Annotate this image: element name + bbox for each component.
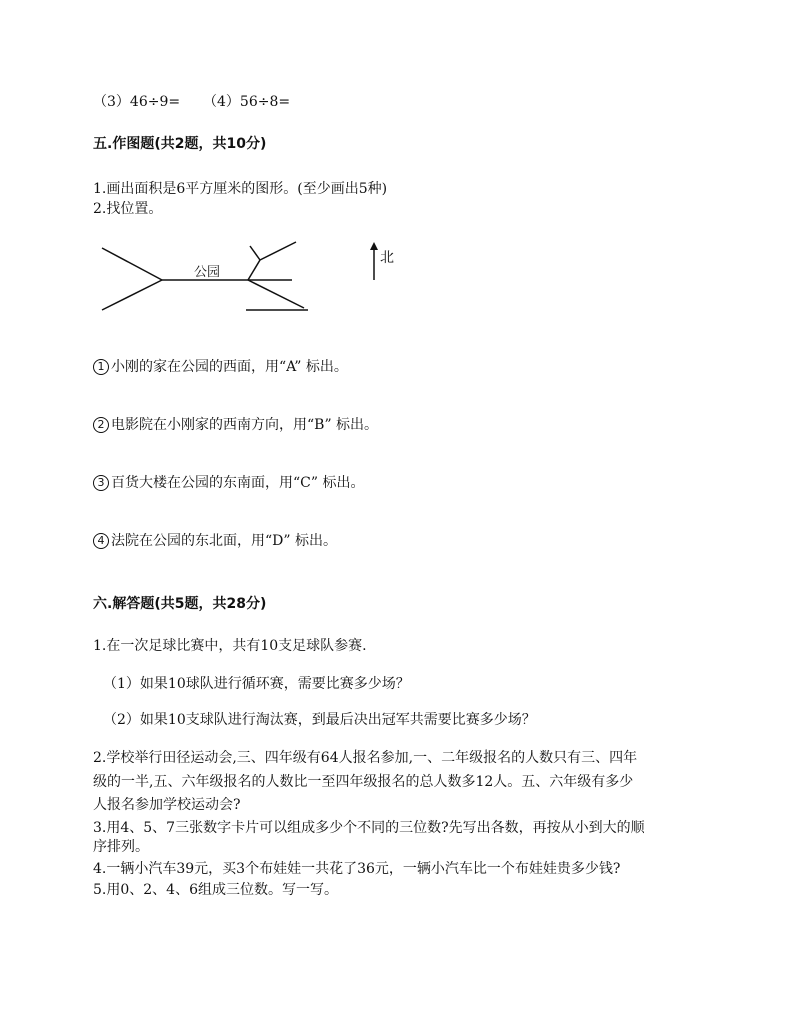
calc-row xyxy=(93,92,290,112)
map-road-west-lower xyxy=(102,280,162,310)
question-6-1-sub-2: （2）如果10支球队进行淘汰赛，到最后决出冠军共需要比赛多少场？ xyxy=(103,712,536,728)
question-6-2-line-1: 2.学校举行田径运动会,三、四年级有64人报名参加,一、二年级报名的人数只有三、四年 xyxy=(93,750,638,766)
north-label: 北 xyxy=(380,250,394,266)
task-4 xyxy=(93,531,337,551)
question-5-1: 1.画出面积是6平方厘米的图形。(至少画出5种) xyxy=(93,181,388,197)
map-road-east-1 xyxy=(248,260,260,280)
calc-item-3: （3）46÷9= xyxy=(93,94,181,110)
task-3 xyxy=(93,473,364,493)
task-3-text: 百货大楼在公园的东南面，用“C” 标出。 xyxy=(111,475,365,491)
question-6-3-line-2: 序排列。 xyxy=(93,839,149,855)
task-4-number: 4 xyxy=(93,533,109,549)
section-6-title: 六.解答题(共5题，共28分) xyxy=(93,596,267,612)
question-6-2-line-2: 级的一半,五、六年级报名的人数比一至四年级报名的总人数多12人。五、六年级有多少 xyxy=(93,774,634,790)
question-6-1: 1.在一次足球比赛中，共有10支足球队参赛. xyxy=(93,638,367,654)
task-2 xyxy=(93,415,378,435)
question-6-5: 5.用0、2、4、6组成三位数。写一写。 xyxy=(93,882,338,898)
question-6-1-sub-1: （1）如果10球队进行循环赛，需要比赛多少场？ xyxy=(103,676,410,692)
task-1 xyxy=(93,357,348,377)
question-6-4: 4.一辆小汽车39元，买3个布娃娃一共花了36元，一辆小汽车比一个布娃娃贵多少钱? xyxy=(93,861,621,877)
map-road-east-2 xyxy=(250,246,260,260)
task-1-text: 小刚的家在公园的西面，用“A” 标出。 xyxy=(111,359,348,375)
task-4-text: 法院在公园的东北面，用“D” 标出。 xyxy=(111,533,337,549)
location-map xyxy=(96,236,416,318)
question-6-3-line-1: 3.用4、5、7三张数字卡片可以组成多少个不同的三位数?先写出各数，再按从小到大的顺 xyxy=(93,820,645,836)
task-1-number: 1 xyxy=(93,359,109,375)
park-label: 公园 xyxy=(194,265,221,280)
map-road-southeast xyxy=(248,280,304,308)
map-road-east-3 xyxy=(260,242,296,260)
task-2-number: 2 xyxy=(93,417,109,433)
question-6-2-line-3: 人报名参加学校运动会? xyxy=(93,797,241,813)
map-road-west-upper xyxy=(102,248,162,280)
calc-item-4: （4）56÷8= xyxy=(203,94,291,110)
section-5-title: 五.作图题(共2题，共10分) xyxy=(93,136,267,152)
task-3-number: 3 xyxy=(93,475,109,491)
task-2-text: 电影院在小刚家的西南方向，用“B” 标出。 xyxy=(111,417,379,433)
north-arrow-icon xyxy=(370,242,378,280)
question-5-2: 2.找位置。 xyxy=(93,201,163,217)
